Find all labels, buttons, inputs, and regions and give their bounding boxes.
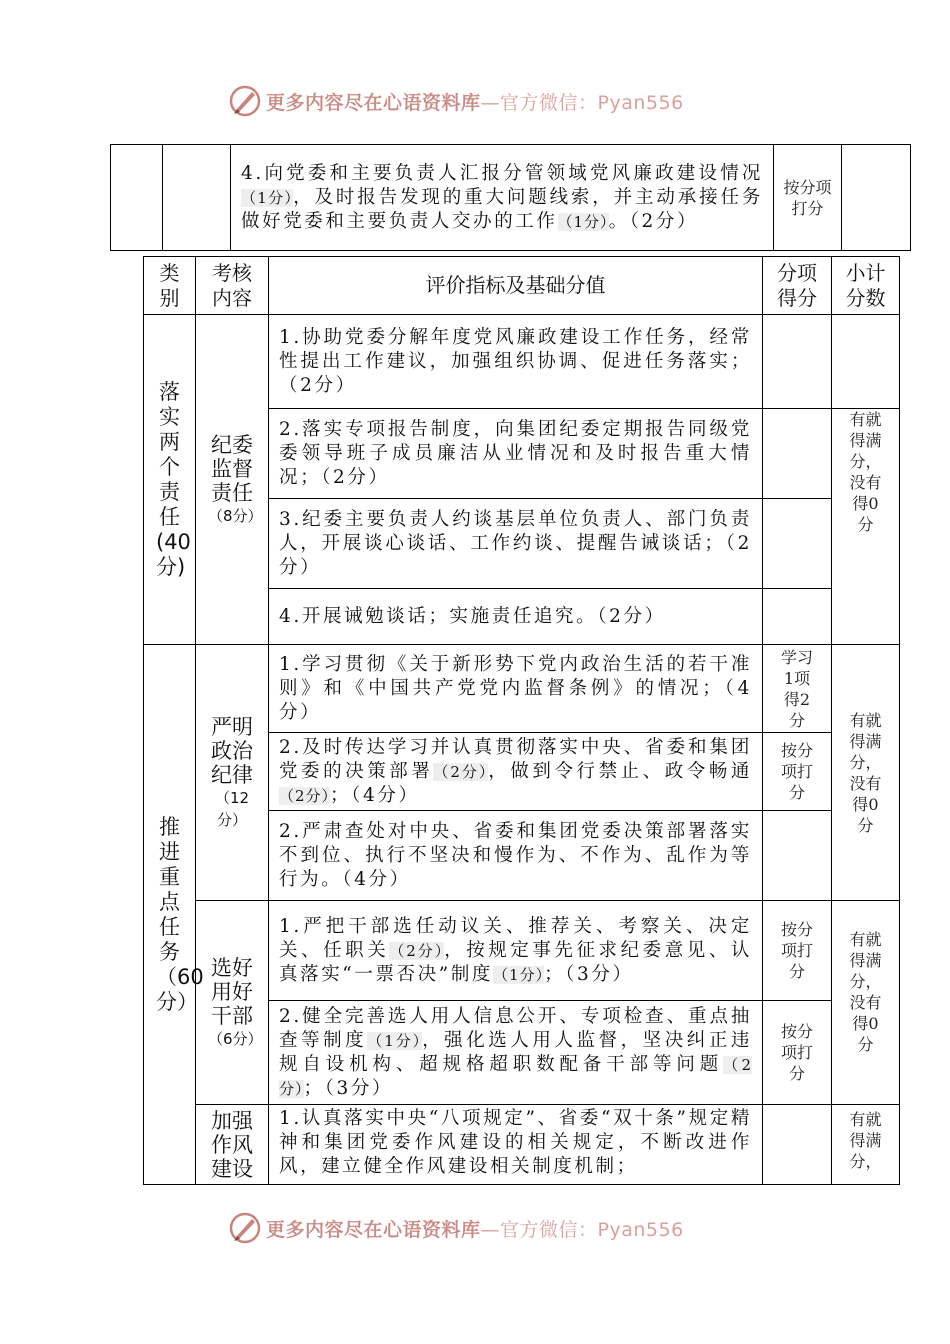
- item-score-note: 按分项打分: [763, 733, 832, 811]
- watermark-text: 更多内容尽在心语资料库—官方微信：Pyan556: [266, 1218, 684, 1241]
- content-cell: 选好用好干部 （6分）: [196, 901, 269, 1105]
- watermark-bottom: [228, 1211, 684, 1245]
- criterion-cell: 3.纪委主要负责人约谈基层单位负责人、部门负责人，开展谈心谈话、工作约谈、提醒告诫谈话；（2分）: [269, 499, 763, 589]
- category-cell: 推进重点任务（60分）: [144, 645, 196, 1185]
- table-row: [144, 901, 900, 1001]
- item-score-note: 学习1项得2分: [763, 645, 832, 733]
- item-score-cell: [763, 409, 832, 499]
- header-item-score: 分项得分: [763, 257, 832, 315]
- item-score-cell: [763, 499, 832, 589]
- content-cell: 纪委监督责任 （8分）: [196, 315, 269, 645]
- table-row: [144, 315, 900, 409]
- criterion-cell: 4.向党委和主要负责人汇报分管领域党风廉政建设情况（1分），及时报告发现的重大问题线索，并主动承接任务做好党委和主要负责人交办的工作（1分）。（2分）: [231, 145, 774, 251]
- pen-logo-icon: [228, 84, 262, 118]
- criterion-cell: 1.认真落实中央“八项规定”、省委“双十条”规定精神和集团党委作风建设的相关规定，不断改进作风，建立健全作风建设相关制度机制；: [269, 1105, 763, 1185]
- subtotal-note: 有就得满分，没有得0分: [832, 409, 900, 645]
- content-cell: 严明政治纪律 （12分）: [196, 645, 269, 901]
- subtotal-note: 有就得满分，没有得0分: [832, 901, 900, 1105]
- empty-cell: [111, 145, 163, 251]
- pen-logo-icon: [228, 1211, 262, 1245]
- empty-cell: [163, 145, 231, 251]
- table-row: [111, 145, 911, 251]
- continued-table: [110, 144, 911, 251]
- criterion-cell: 2.健全完善选人用人信息公开、专项检查、重点抽查等制度（1分），强化选人用人监督，坚决纠正违规自设机构、超规格超职数配备干部等问题（2分）；（3分）: [269, 1001, 763, 1105]
- item-score-cell: [763, 315, 832, 409]
- header-criteria: 评价指标及基础分值: [269, 257, 763, 315]
- item-score-cell: [763, 1105, 832, 1185]
- table-row: [144, 1105, 900, 1185]
- criterion-cell: 4.开展诫勉谈话；实施责任追究。（2分）: [269, 589, 763, 645]
- criterion-cell: 2.落实专项报告制度，向集团纪委定期报告同级党委领导班子成员廉洁从业情况和及时报告重大情况；（2分）: [269, 409, 763, 499]
- category-cell: 落实两个责任(40分): [144, 315, 196, 645]
- header-row: [144, 257, 900, 315]
- header-category: 类别: [144, 257, 196, 315]
- empty-cell: [832, 315, 900, 409]
- item-score-note: 按分项打分: [774, 145, 842, 251]
- criterion-cell: 1.协助党委分解年度党风廉政建设工作任务，经常性提出工作建议，加强组织协调、促进任务落实；（2分）: [269, 315, 763, 409]
- item-score-note: 按分项打分: [763, 1001, 832, 1105]
- watermark-text: 更多内容尽在心语资料库—官方微信：Pyan556: [266, 91, 684, 114]
- empty-cell: [842, 145, 911, 251]
- criterion-cell: 1.严把干部选任动议关、推荐关、考察关、决定关、任职关（2分），按规定事先征求纪委意见、认真落实“一票否决”制度（1分）；（3分）: [269, 901, 763, 1001]
- header-content: 考核内容: [196, 257, 269, 315]
- criterion-cell: 2.严肃查处对中央、省委和集团党委决策部署落实不到位、执行不坚决和慢作为、不作为、乱作为等行为。（4分）: [269, 811, 763, 901]
- item-score-cell: [763, 589, 832, 645]
- table-row: [144, 645, 900, 733]
- watermark-top: [228, 84, 684, 118]
- content-cell: 加强作风建设: [196, 1105, 269, 1185]
- criterion-cell: 1.学习贯彻《关于新形势下党内政治生活的若干准则》和《中国共产党党内监督条例》的情况；（4分）: [269, 645, 763, 733]
- header-subtotal: 小计分数: [832, 257, 900, 315]
- item-score-note: 按分项打分: [763, 901, 832, 1001]
- criterion-cell: 2.及时传达学习并认真贯彻落实中央、省委和集团党委的决策部署（2分），做到令行禁止、政令畅通（2分）；（4分）: [269, 733, 763, 811]
- item-score-cell: [763, 811, 832, 901]
- subtotal-note: 有就得满分，没有得0分: [832, 645, 900, 901]
- subtotal-note: 有就得满分，: [832, 1105, 900, 1185]
- evaluation-table: [143, 256, 900, 1185]
